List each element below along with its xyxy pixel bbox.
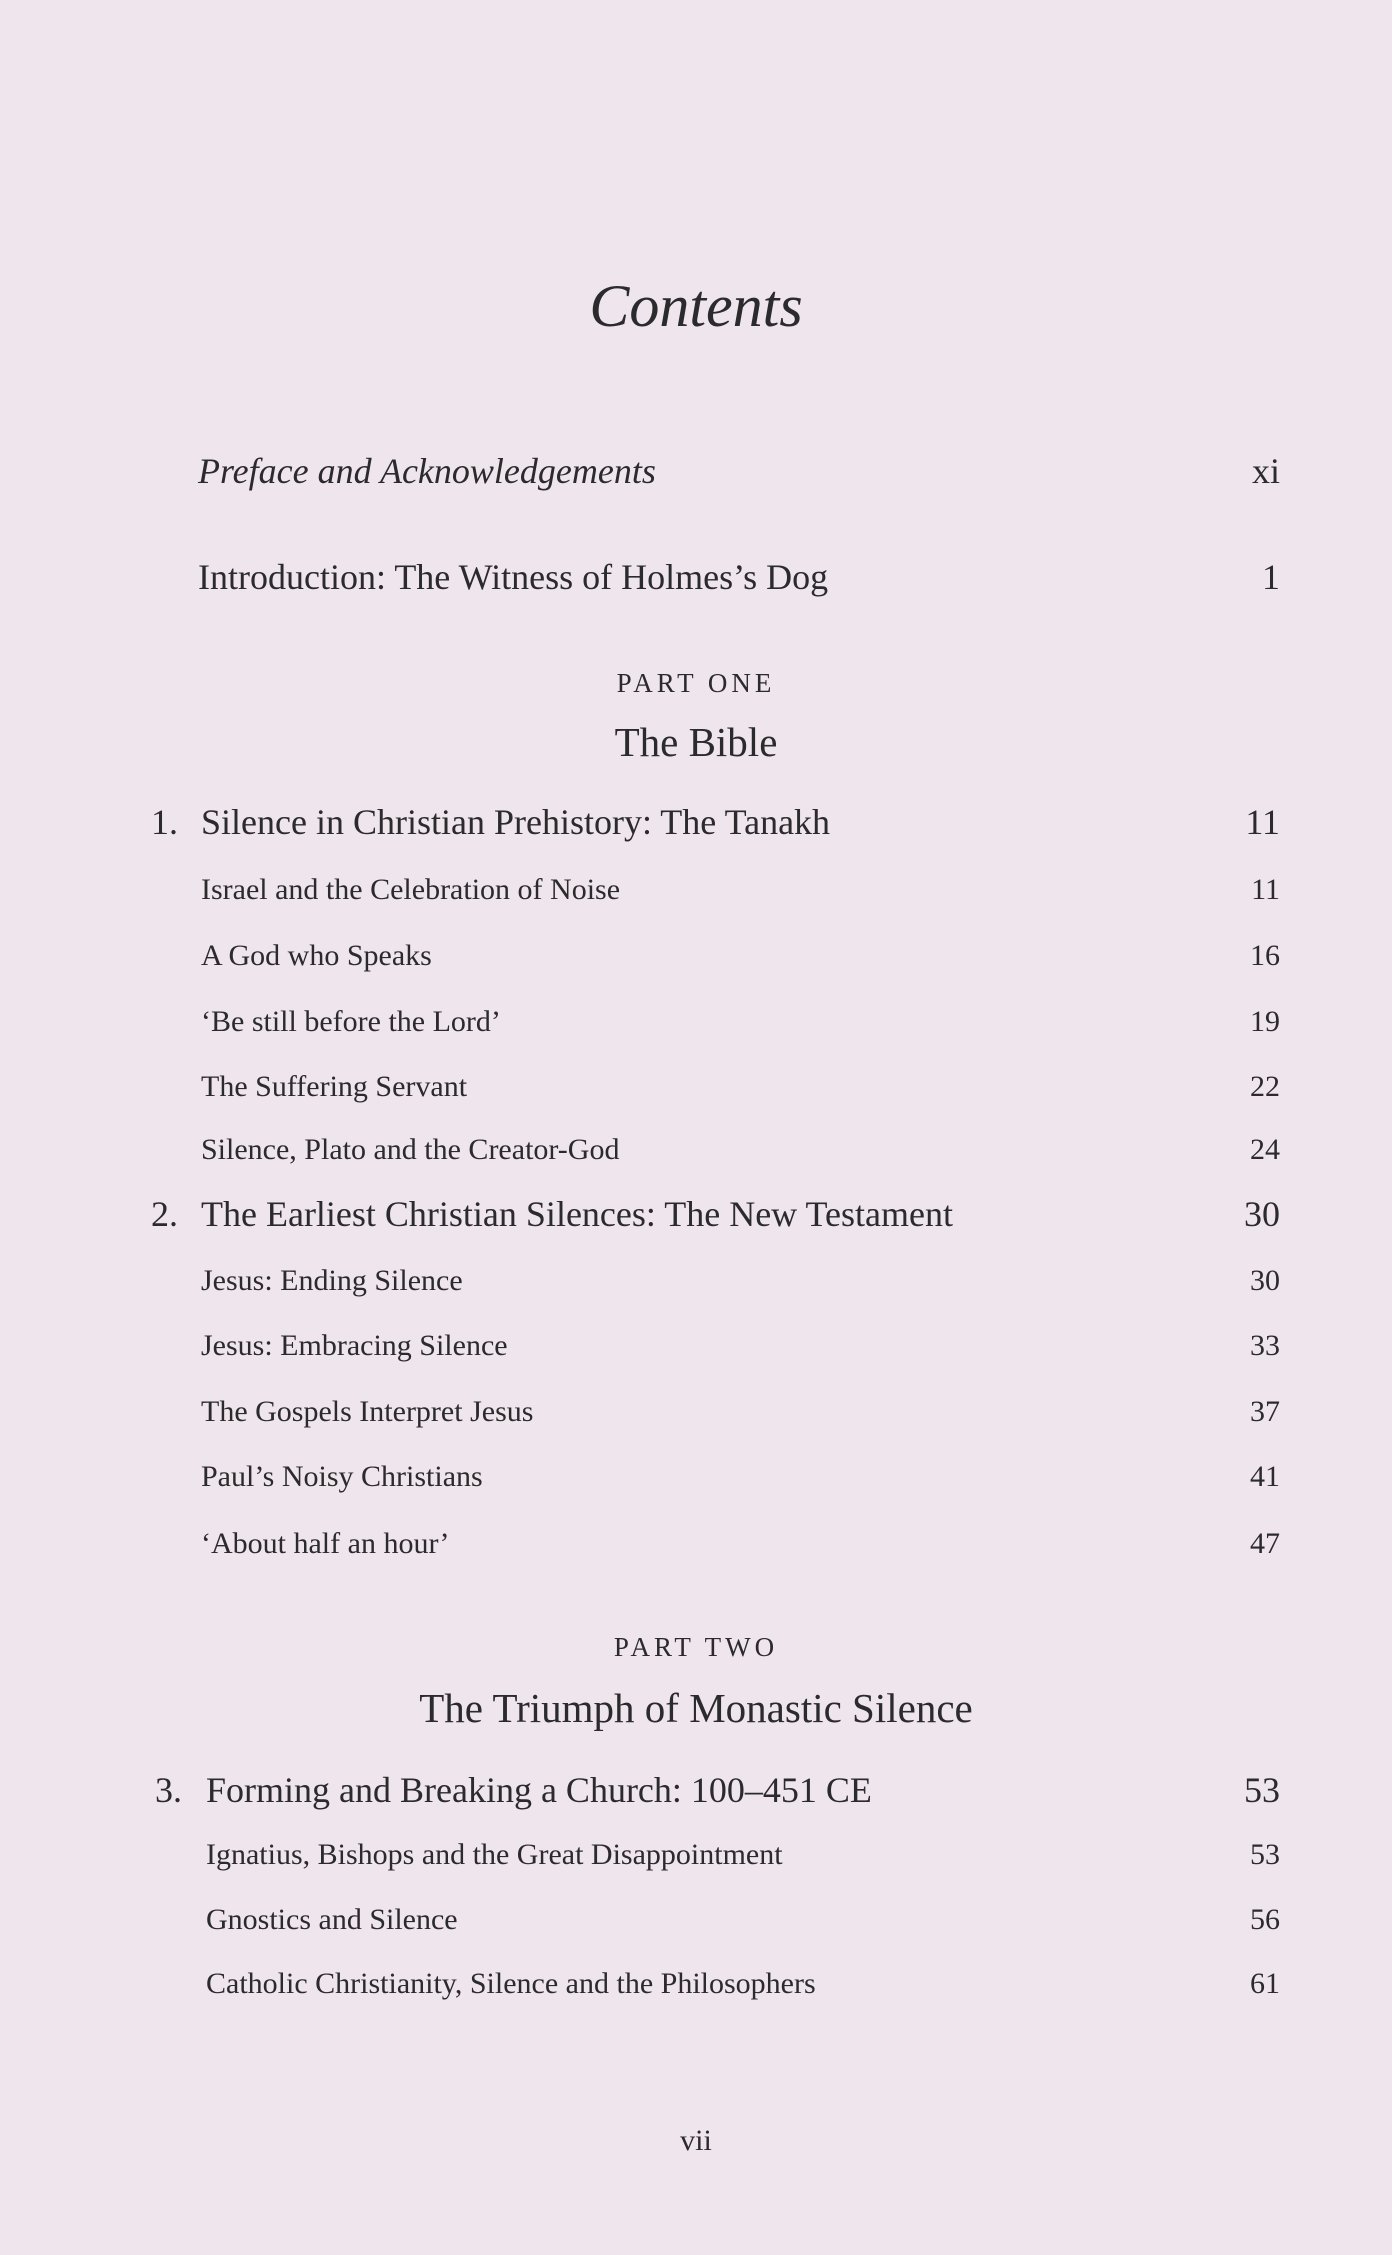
toc-chapter[interactable]	[0, 801, 1392, 845]
part-label: PART TWO	[613, 1632, 779, 1662]
entry-page: 22	[1250, 1070, 1280, 1103]
toc-section[interactable]	[0, 1070, 1392, 1114]
entry-text: Jesus: Embracing Silence	[201, 1329, 508, 1362]
toc-section[interactable]	[0, 939, 1392, 983]
toc-section[interactable]	[0, 1967, 1392, 2011]
chapter-number: 2.	[151, 1194, 178, 1234]
entry-page: 24	[1250, 1133, 1280, 1166]
entry-text: ‘Be still before the Lord’	[201, 1005, 501, 1038]
entry-text: The Earliest Christian Silences: The New Testament	[201, 1194, 953, 1234]
entry-page: 19	[1250, 1005, 1280, 1038]
part-label: PART ONE	[616, 668, 776, 698]
entry-text: The Gospels Interpret Jesus	[201, 1395, 534, 1428]
part-title: The Triumph of Monastic Silence	[419, 1685, 973, 1731]
entry-page: 16	[1250, 939, 1280, 972]
toc-entry-introduction[interactable]	[0, 556, 1392, 600]
entry-page: 1	[1262, 557, 1280, 597]
entry-page: 56	[1250, 1903, 1280, 1936]
toc-section[interactable]	[0, 1395, 1392, 1439]
entry-page: 30	[1250, 1264, 1280, 1297]
entry-text: Catholic Christianity, Silence and the Philosophers	[206, 1967, 816, 2000]
toc-section[interactable]	[0, 1264, 1392, 1308]
entry-text: ‘About half an hour’	[201, 1527, 450, 1560]
toc-section[interactable]	[0, 1460, 1392, 1504]
entry-page: 41	[1250, 1460, 1280, 1493]
entry-text: Preface and Acknowledgements	[198, 451, 656, 491]
toc-section[interactable]	[0, 1005, 1392, 1049]
entry-page: 53	[1250, 1838, 1280, 1871]
page-title: Contents	[589, 273, 803, 339]
entry-page: 11	[1251, 873, 1280, 906]
entry-text: Israel and the Celebration of Noise	[201, 873, 621, 906]
entry-page: 37	[1250, 1395, 1280, 1428]
entry-text: Paul’s Noisy Christians	[201, 1460, 483, 1493]
entry-text: Ignatius, Bishops and the Great Disappointment	[206, 1838, 783, 1871]
entry-text: A God who Speaks	[201, 939, 432, 972]
entry-page: 30	[1244, 1194, 1280, 1234]
entry-text: Silence, Plato and the Creator-God	[201, 1133, 620, 1166]
entry-text: Forming and Breaking a Church: 100–451 CE	[206, 1770, 872, 1810]
entry-page: 47	[1250, 1527, 1280, 1560]
entry-page: xi	[1251, 451, 1280, 491]
toc-section[interactable]	[0, 1903, 1392, 1947]
toc-chapter[interactable]	[0, 1769, 1392, 1813]
entry-text: The Suffering Servant	[201, 1070, 468, 1103]
toc-section[interactable]	[0, 1329, 1392, 1373]
toc-section[interactable]	[0, 1133, 1392, 1177]
toc-section[interactable]	[0, 1527, 1392, 1571]
entry-text: Silence in Christian Prehistory: The Tanakh	[201, 802, 831, 842]
entry-page: 33	[1250, 1329, 1280, 1362]
toc-entry-preface[interactable]	[0, 450, 1392, 494]
chapter-number: 3.	[155, 1770, 182, 1810]
entry-text: Jesus: Ending Silence	[201, 1264, 463, 1297]
entry-text: Gnostics and Silence	[206, 1903, 458, 1936]
page-number: vii	[680, 2124, 712, 2157]
part-title: The Bible	[614, 719, 778, 765]
entry-text: Introduction: The Witness of Holmes’s Dog	[198, 557, 829, 597]
chapter-number: 1.	[151, 802, 178, 842]
entry-page: 61	[1250, 1967, 1280, 2000]
entry-page: 11	[1245, 802, 1280, 842]
toc-chapter[interactable]	[0, 1193, 1392, 1237]
toc-section[interactable]	[0, 873, 1392, 917]
entry-page: 53	[1244, 1770, 1280, 1810]
toc-section[interactable]	[0, 1838, 1392, 1882]
